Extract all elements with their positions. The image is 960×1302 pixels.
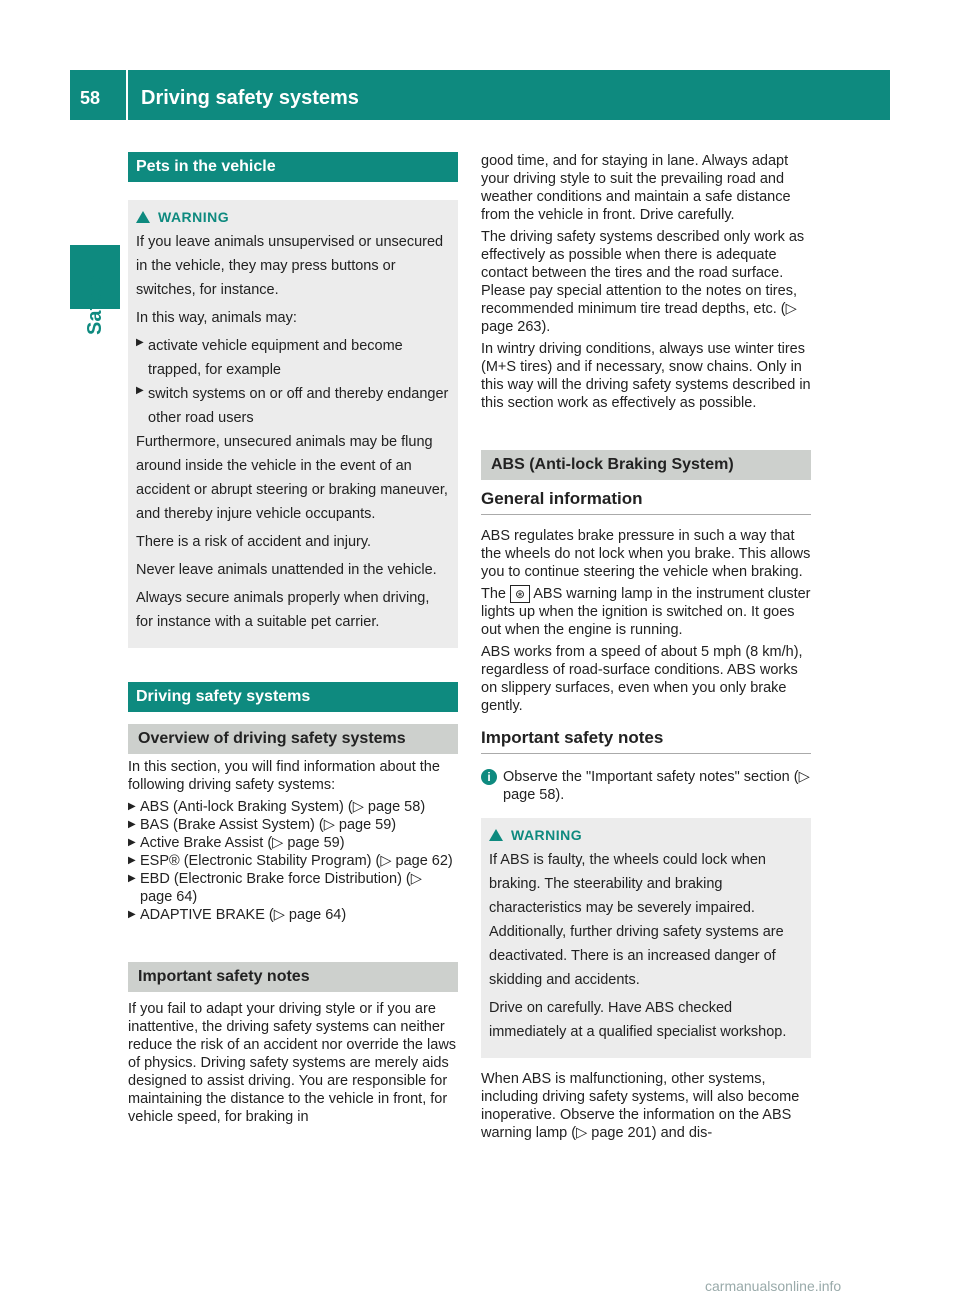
overview-heading: Overview of driving safety systems [128,724,458,754]
paragraph: The ⊛ ABS warning lamp in the instrument cluster lights up when the ignition is switched on. It goes out when the engine is running. [481,586,811,638]
general-heading: General information [481,490,811,515]
list-item: ▶ Active Brake Assist (▷ page 59) [128,835,345,851]
warning-text: If you leave animals unsupervised or unsecured in the vehicle, they may press buttons or switches, for instance. [136,234,444,298]
important-text: If you fail to adapt your driving style or if you are inattentive, the driving safety systems can neither reduce the risk of an accident nor override the laws of physics. Driving safety systems are merely aids designed to assist driving. You are responsible for maintaining the distance to the vehicle in front, for vehicle speed, for braking in [128,1001,457,1125]
overview-intro: In this section, you will find information about the following driving safety systems: [128,759,440,793]
paragraph: ABS regulates brake pressure in such a way that the wheels do not lock when you brake. This allows you to continue steering the vehicle when braking. [481,528,811,580]
warning-text: If ABS is faulty, the wheels could lock when braking. The steerability and braking characteristics may be severely impaired. Additionally, further driving safety systems are deactivated. There is an increased danger of skidding and accidents. [489,852,784,988]
list-item: ▶ ABS (Anti-lock Braking System) (▷ page 58) [128,799,426,815]
warning-box-pets [128,200,458,648]
list-item: ▶ BAS (Brake Assist System) (▷ page 59) [128,817,397,833]
warning-box-abs [481,818,811,1058]
left-column [128,152,458,1130]
list-item: ▶ EBD (Electronic Brake force Distribution) (▷ page 64) [128,871,422,905]
page-title: Driving safety systems [141,87,359,109]
list-item: ▶ ESP® (Electronic Stability Program) (▷ page 62) [128,853,453,869]
bullet-icon: ▶ [128,801,136,812]
warning-text: Drive on carefully. Have ABS checked immediately at a qualified specialist workshop. [489,1000,787,1040]
warning-triangle-icon [489,829,503,841]
abs-heading: ABS (Anti-lock Braking System) [481,450,811,480]
warning-text: Furthermore, unsecured animals may be flung around inside the vehicle in the event of an accident or abrupt steering or braking maneuver, and thereby injure vehicle occupants. [136,434,448,522]
right-column [481,152,811,1146]
section-label: Safety [84,274,106,335]
paragraph: ABS works from a speed of about 5 mph (8 km/h), regardless of road-surface conditions. ABS works on slippery surfaces, even when you only brake gently. [481,644,803,714]
paragraph: good time, and for staying in lane. Always adapt your driving style to suit the prevailing road and weather conditions and maintain a safe distance from the vehicle in front. Drive carefully. [481,153,791,223]
list-item: ▶ ADAPTIVE BRAKE (▷ page 64) [128,907,347,923]
bullet-icon: ▶ [128,855,136,866]
warning-text: Always secure animals properly when driving, for instance with a suitable pet carrier. [136,590,430,630]
warning-triangle-icon [136,211,150,223]
warning-label: WARNING [511,827,583,843]
page-number: 58 [80,88,101,108]
bullet-icon: ▶ [128,873,136,884]
list-item: ▶ switch systems on or off and thereby endanger other road users [136,382,450,430]
bullet-icon: ▶ [136,337,144,348]
info-icon: i [481,769,497,785]
warning-text: There is a risk of accident and injury. [136,534,372,550]
warning-header [489,826,803,844]
list-item: ▶ activate vehicle equipment and become trapped, for example [136,334,450,382]
bullet-icon: ▶ [128,837,136,848]
paragraph: When ABS is malfunctioning, other systems, including driving safety systems, will also become inoperative. Observe the information on the ABS warning lamp (▷ page 201) and dis- [481,1071,800,1141]
warning-header [136,208,450,226]
bullet-icon: ▶ [128,819,136,830]
paragraph: The driving safety systems described only work as effectively as possible when there is adequate contact between the tires and the road surface. Please pay special attention to the notes on tires, recommended minimum tire tread depths, etc. (▷ page 263). [481,229,805,335]
isn-heading: Important safety notes [481,729,811,754]
warning-text: Never leave animals unattended in the vehicle. [136,562,437,578]
header-divider [126,70,128,120]
dss-heading: Driving safety systems [128,682,458,712]
watermark: carmanualsonline.info [705,1278,842,1294]
paragraph: In wintry driving conditions, always use winter tires (M+S tires) and if necessary, snow chains. Only in this way will the driving safety systems described in this section work as effectively as possible. [481,341,811,411]
pets-heading: Pets in the vehicle [128,152,458,182]
bullet-icon: ▶ [136,385,144,396]
bullet-icon: ▶ [128,909,136,920]
warning-text: In this way, animals may: [136,310,297,326]
abs-warning-lamp-icon: ⊛ [510,585,530,603]
important-heading: Important safety notes [128,962,458,992]
warning-label: WARNING [158,209,230,225]
info-note: i Observe the "Important safety notes" section (▷ page 58). [481,768,811,804]
